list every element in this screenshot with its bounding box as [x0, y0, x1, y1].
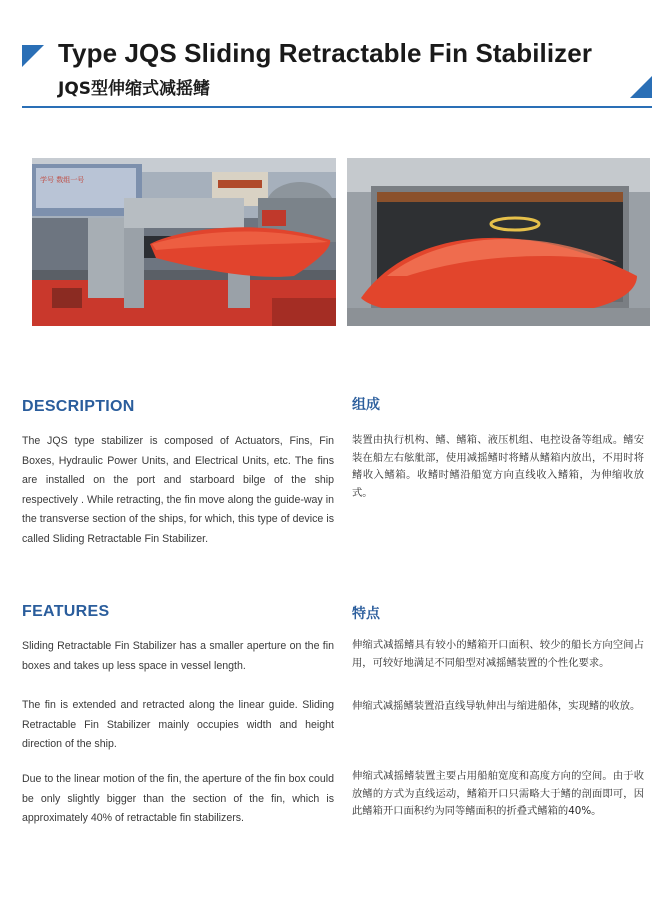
- page-subtitle-cn: JQS型伸缩式减摇鳍: [58, 79, 211, 99]
- feature-item: The fin is extended and retracted along the linear guide. Sliding Retractable Fin Stabilizer mainly occupies width and height direction of the ship.: [22, 699, 334, 751]
- triangle-accent-icon: [630, 76, 652, 98]
- feature-item-cn: 伸缩式减摇鳍装置沿直线导轨伸出与缩进船体，实现鳍的收放。: [352, 700, 641, 712]
- feature-item-cn: 伸缩式减摇鳍装置主要占用船舶宽度和高度方向的空间。由于收放鳍的方式为直线运动，鳍箱开口只需略大于鳍的剖面即可，因此鳍箱开口面积约为同等鳍面积的折叠式鳍箱的40%。: [352, 770, 644, 818]
- feature-item: Due to the linear motion of the fin, the aperture of the fin box could be only slightly bigger than the section of the fin, which is approximately 40% of retractable fin stabilizers.: [22, 773, 334, 825]
- features-heading: FEATURES: [22, 603, 110, 620]
- description-heading: DESCRIPTION: [22, 398, 135, 415]
- header-divider: [22, 106, 652, 108]
- description-text-cn: 装置由执行机构、鳍、鳍箱、液压机组、电控设备等组成。鳍安装在船左右舷舭部，使用减摇鳍时将鳍从鳍箱内放出，不用时将鳍收入鳍箱。收鳍时鳍沿船宽方向直线收入鳍箱，为伸缩收放式。: [352, 434, 644, 500]
- feature-item-cn: 伸缩式减摇鳍具有较小的鳍箱开口面积、较少的船长方向空间占用，可较好地满足不同船型对减摇鳍装置的个性化要求。: [352, 639, 644, 669]
- photo-fin-test-rig: [32, 158, 336, 326]
- photo-fin-box-aperture: [347, 158, 650, 326]
- features-heading-cn: 特点: [352, 606, 380, 622]
- feature-item: Sliding Retractable Fin Stabilizer has a smaller aperture on the fin boxes and takes up less space in vessel length.: [22, 640, 334, 672]
- description-text: The JQS type stabilizer is composed of Actuators, Fins, Fin Boxes, Hydraulic Power Units, and Electrical Units, etc. The fins are installed on the port and starboard bilge of the ship respectively . While retracting, the fin move along the guide-way in the transverse section of the ships, for which, this type of device is called Sliding Retractable Fin Stabilizer.: [22, 435, 334, 545]
- page-title: Type JQS Sliding Retractable Fin Stabilizer: [58, 38, 593, 68]
- triangle-accent-icon: [22, 45, 44, 67]
- photo-sign-text: 学号 数组一号: [40, 176, 85, 184]
- description-heading-cn: 组成: [352, 397, 380, 413]
